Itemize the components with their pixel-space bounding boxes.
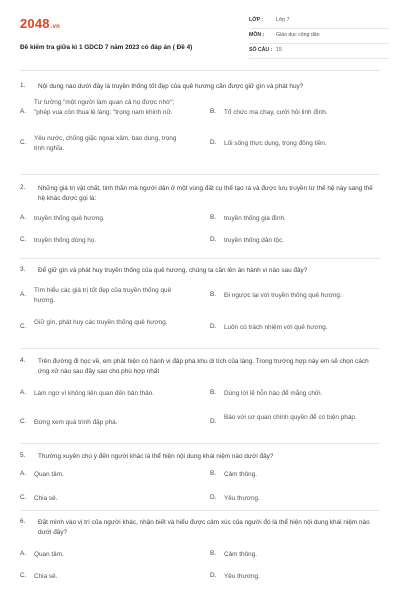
option-b[interactable] xyxy=(210,550,380,562)
question-3 xyxy=(20,266,380,346)
option-a[interactable] xyxy=(20,470,190,482)
option-d[interactable] xyxy=(210,494,380,506)
option-letter: C. xyxy=(20,418,27,425)
option-b[interactable] xyxy=(210,214,380,226)
question-number: 1. xyxy=(20,82,26,89)
meta-row-count xyxy=(249,44,389,59)
question-number: 5. xyxy=(20,452,26,459)
option-letter: D. xyxy=(210,572,217,579)
question-6 xyxy=(20,518,380,590)
option-b[interactable] xyxy=(210,286,380,308)
option-letter: D. xyxy=(210,418,217,425)
option-text: truyền thống gia đình. xyxy=(224,215,286,222)
option-c[interactable] xyxy=(20,134,190,158)
option-letter: B. xyxy=(210,214,217,221)
option-text: Làm ngơ vì không liên quan đến bản thân. xyxy=(34,390,155,397)
question-number: 2. xyxy=(20,184,26,191)
option-text: Tư tưởng "một người làm quan cả họ được nhờ"; "phép vua còn thua lệ làng; "trọng nam khinh nữ. xyxy=(34,99,175,116)
option-letter: C. xyxy=(20,323,27,330)
question-separator xyxy=(20,258,380,259)
option-letter: A. xyxy=(20,214,27,221)
question-number: 3. xyxy=(20,266,26,273)
logo-text: 2048 xyxy=(20,16,50,31)
question-text: Đặt mình vào vị trí của người khác, nhận biết và hiểu được cảm xúc của người đó là thể hiện nội dung khái niệm nào dưới đây? xyxy=(38,519,370,536)
option-letter: B. xyxy=(210,550,217,557)
option-text: Yêu thương. xyxy=(224,573,260,580)
option-text: Yêu thương. xyxy=(224,495,260,502)
question-1 xyxy=(20,82,380,172)
option-text: Tìm hiểu các giá trị tốt đẹp của truyền thống quê hương. xyxy=(34,287,172,304)
option-text: truyền thống dòng họ. xyxy=(34,237,97,244)
option-a[interactable] xyxy=(20,389,190,401)
question-number: 6. xyxy=(20,518,26,525)
question-separator xyxy=(20,443,380,444)
logo-suffix: .vn xyxy=(50,24,61,30)
option-d[interactable] xyxy=(210,236,380,248)
question-4 xyxy=(20,357,380,441)
option-text: Quan tâm. xyxy=(34,551,64,558)
option-a[interactable] xyxy=(20,98,190,132)
option-text: Chia sẻ. xyxy=(34,573,58,580)
option-c[interactable] xyxy=(20,494,190,506)
option-letter: C. xyxy=(20,139,27,146)
option-letter: D. xyxy=(210,323,217,330)
question-2 xyxy=(20,184,380,256)
option-letter: A. xyxy=(20,108,27,115)
option-text: Tổ chức ma chay, cưới hỏi linh đình. xyxy=(224,109,328,116)
option-text: Luôn có trách nhiệm với quê hương. xyxy=(224,324,328,331)
question-separator xyxy=(20,510,380,511)
option-b[interactable] xyxy=(210,389,380,401)
header-divider xyxy=(20,70,380,71)
question-separator xyxy=(20,174,380,175)
meta-value: 15 xyxy=(276,47,282,53)
option-letter: B. xyxy=(210,389,217,396)
option-letter: B. xyxy=(210,470,217,477)
exam-meta xyxy=(249,14,389,59)
question-separator xyxy=(20,348,380,349)
option-b[interactable] xyxy=(210,470,380,482)
question-text: Thường xuyên chú ý đến người khác là thể hiện nội dung khái niệm nào dưới đây? xyxy=(38,453,274,460)
option-text: Chia sẻ. xyxy=(34,495,58,502)
option-letter: B. xyxy=(210,291,217,298)
option-letter: C. xyxy=(20,494,27,501)
option-c[interactable] xyxy=(20,572,190,584)
meta-value: Lớp 7 xyxy=(276,17,290,23)
meta-key: LỚP : xyxy=(249,17,264,23)
question-text: Trên đường đi học về, em phát hiện có hành vi đập phá khu di tích của làng. Trong trường hợp này em sẽ chọn cách ứng xử nào sau đây sao cho phù hợp nhất xyxy=(38,358,369,375)
option-text: Đứng xem quá trình đập phá. xyxy=(34,419,118,426)
option-a[interactable] xyxy=(20,286,190,308)
option-d[interactable] xyxy=(210,572,380,584)
option-letter: D. xyxy=(210,139,217,146)
option-text: Quan tâm. xyxy=(34,471,64,478)
option-letter: A. xyxy=(20,550,27,557)
option-text: Giữ gìn, phát huy các truyền thống quê hương. xyxy=(34,319,168,326)
option-letter: C. xyxy=(20,236,27,243)
option-letter: D. xyxy=(210,236,217,243)
option-a[interactable] xyxy=(20,550,190,562)
option-letter: B. xyxy=(210,108,217,115)
option-letter: C. xyxy=(20,572,27,579)
option-d[interactable] xyxy=(210,413,380,435)
option-text: Yêu nước, chống giặc ngoại xâm, bao dung, trọng tình nghĩa. xyxy=(34,135,177,152)
option-text: Cảm thông. xyxy=(224,471,258,478)
option-d[interactable] xyxy=(210,134,380,158)
option-text: Lối sống thực dụng, trọng đồng tiền. xyxy=(224,140,327,147)
meta-row-subject xyxy=(249,29,389,44)
question-text: Nội dung nào dưới đây là truyền thống tốt đẹp của quê hương cần được giữ gìn và phát huy? xyxy=(38,83,304,90)
meta-key: MÔN : xyxy=(249,32,265,38)
option-letter: A. xyxy=(20,389,27,396)
option-letter: D. xyxy=(210,494,217,501)
option-text: Báo với cơ quan chính quyền để có biện pháp. xyxy=(224,414,357,421)
option-c[interactable] xyxy=(20,413,190,435)
option-text: Dùng lời lẽ hỗn hào để mắng chửi. xyxy=(224,390,323,397)
option-text: Cảm thông. xyxy=(224,551,258,558)
document-header xyxy=(20,14,380,68)
option-c[interactable] xyxy=(20,236,190,248)
page-title: Đề kiểm tra giữa kì 1 GDCD 7 năm 2023 có đáp án ( Đề 4) xyxy=(20,44,193,51)
option-text: truyền thống quê hương. xyxy=(34,215,105,222)
option-d[interactable] xyxy=(210,318,380,340)
question-5 xyxy=(20,452,380,508)
option-letter: A. xyxy=(20,291,27,298)
question-number: 4. xyxy=(20,357,26,364)
question-text: Để giữ gìn và phát huy truyền thống của quê hương, chúng ta cần lên án hành vi nào sau đây? xyxy=(38,267,308,274)
site-logo[interactable] xyxy=(20,16,60,31)
meta-key: SỐ CÂU : xyxy=(249,47,273,53)
option-text: Đi ngược lại với truyền thống quê hương. xyxy=(224,292,342,299)
option-c[interactable] xyxy=(20,318,190,340)
option-b[interactable] xyxy=(210,98,380,132)
option-a[interactable] xyxy=(20,214,190,226)
option-text: truyền thống dân tộc. xyxy=(224,237,285,244)
meta-row-class xyxy=(249,14,389,29)
question-text: Những giá trị vật chất, tinh thần mà người dân ở một vùng đất cụ thể tạo ra và được lưu truyền từ thế hệ này sang thế hệ khác được gọi là: xyxy=(38,185,373,202)
meta-value: Giáo dục công dân xyxy=(276,32,320,38)
option-letter: A. xyxy=(20,470,27,477)
